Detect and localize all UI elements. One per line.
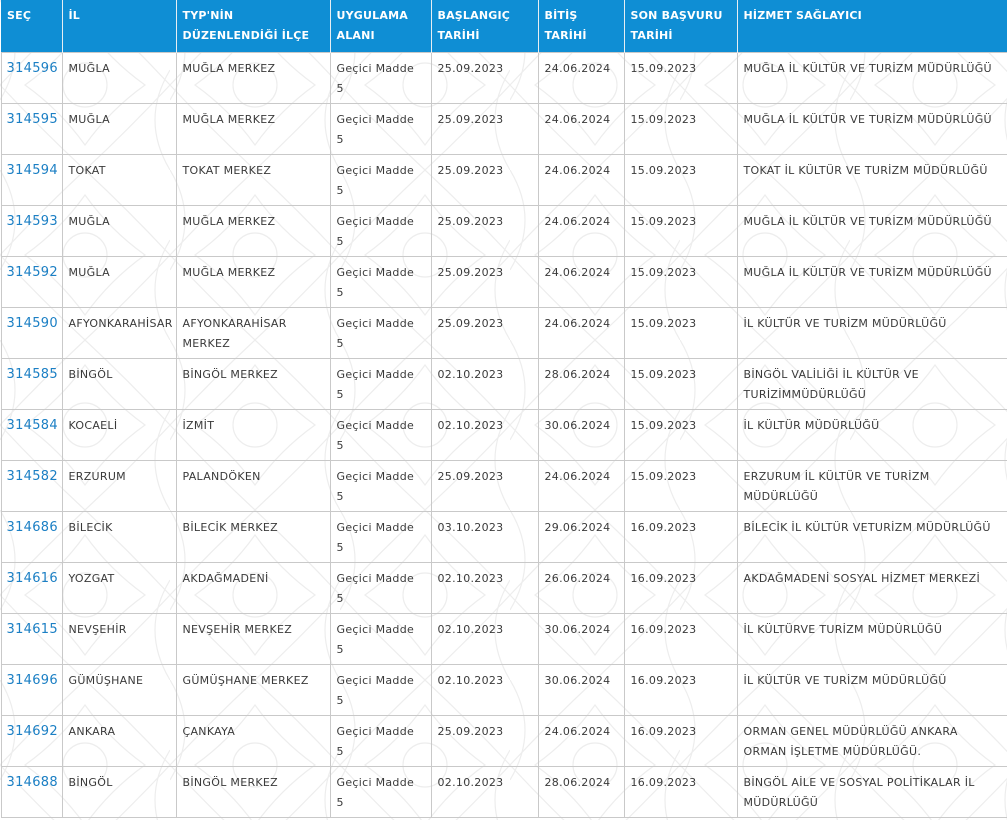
sec-link[interactable]: 314592 <box>6 264 58 280</box>
il-cell: ANKARA <box>62 715 176 766</box>
table-row <box>1 52 1007 103</box>
table-row <box>1 256 1007 307</box>
saglayici-cell: İL KÜLTÜR VE TURİZM MÜDÜRLÜĞÜ <box>737 664 1007 715</box>
bitis-cell: 24.06.2024 <box>538 52 624 103</box>
ilce-cell: İZMİT <box>176 409 330 460</box>
son-basvuru-cell: 16.09.2023 <box>624 511 737 562</box>
table-row <box>1 460 1007 511</box>
il-cell: NEVŞEHİR <box>62 613 176 664</box>
table-row <box>1 511 1007 562</box>
saglayici-cell: TOKAT İL KÜLTÜR VE TURİZM MÜDÜRLÜĞÜ <box>737 154 1007 205</box>
ilce-cell: BİNGÖL MERKEZ <box>176 358 330 409</box>
il-cell: BİLECİK <box>62 511 176 562</box>
bitis-cell: 24.06.2024 <box>538 103 624 154</box>
baslangic-cell: 25.09.2023 <box>431 103 538 154</box>
sec-link[interactable]: 314584 <box>6 417 58 433</box>
alan-cell: Geçici Madde 5 <box>330 154 431 205</box>
column-header-alan[interactable] <box>330 0 431 52</box>
sec-link[interactable]: 314696 <box>6 672 58 688</box>
son-basvuru-cell: 16.09.2023 <box>624 766 737 817</box>
son-basvuru-cell: 16.09.2023 <box>624 613 737 664</box>
il-cell: GÜMÜŞHANE <box>62 664 176 715</box>
saglayici-cell: BİLECİK İL KÜLTÜR VETURİZM MÜDÜRLÜĞÜ <box>737 511 1007 562</box>
saglayici-cell: MUĞLA İL KÜLTÜR VE TURİZM MÜDÜRLÜĞÜ <box>737 103 1007 154</box>
il-cell: MUĞLA <box>62 205 176 256</box>
ilce-cell: MUĞLA MERKEZ <box>176 205 330 256</box>
sec-link[interactable]: 314596 <box>6 60 58 76</box>
header-sec-label: SEÇ <box>7 9 32 22</box>
bitis-cell: 24.06.2024 <box>538 460 624 511</box>
il-cell: YOZGAT <box>62 562 176 613</box>
alan-cell: Geçici Madde 5 <box>330 766 431 817</box>
header-alan-line2: ALANI <box>336 29 375 42</box>
bitis-cell: 30.06.2024 <box>538 664 624 715</box>
saglayici-cell: MUĞLA İL KÜLTÜR VE TURİZM MÜDÜRLÜĞÜ <box>737 256 1007 307</box>
sec-link[interactable]: 314686 <box>6 519 58 535</box>
sec-link[interactable]: 314595 <box>6 111 58 127</box>
header-saglayici-label: HİZMET SAĞLAYICI <box>743 9 862 22</box>
ilce-cell: TOKAT MERKEZ <box>176 154 330 205</box>
typ-listing-table <box>1 0 1007 818</box>
baslangic-cell: 25.09.2023 <box>431 154 538 205</box>
sec-cell <box>1 613 62 664</box>
ilce-cell: AKDAĞMADENİ <box>176 562 330 613</box>
son-basvuru-cell: 15.09.2023 <box>624 256 737 307</box>
sec-link[interactable]: 314616 <box>6 570 58 586</box>
bitis-cell: 24.06.2024 <box>538 307 624 358</box>
baslangic-cell: 02.10.2023 <box>431 358 538 409</box>
header-son-line2: TARİHİ <box>630 29 673 42</box>
header-baslangic-line2: TARİHİ <box>437 29 480 42</box>
il-cell: BİNGÖL <box>62 766 176 817</box>
ilce-cell: NEVŞEHİR MERKEZ <box>176 613 330 664</box>
saglayici-cell: MUĞLA İL KÜLTÜR VE TURİZM MÜDÜRLÜĞÜ <box>737 205 1007 256</box>
table-header <box>1 0 1007 52</box>
baslangic-cell: 25.09.2023 <box>431 715 538 766</box>
table-row <box>1 766 1007 817</box>
son-basvuru-cell: 15.09.2023 <box>624 460 737 511</box>
sec-link[interactable]: 314688 <box>6 774 58 790</box>
sec-cell <box>1 205 62 256</box>
sec-cell <box>1 511 62 562</box>
header-bitis-line2: TARİHİ <box>544 29 587 42</box>
ilce-cell: MUĞLA MERKEZ <box>176 256 330 307</box>
il-cell: MUĞLA <box>62 103 176 154</box>
il-cell: KOCAELİ <box>62 409 176 460</box>
sec-cell <box>1 562 62 613</box>
header-ilce-line2: DÜZENLENDİĞİ İLÇE <box>182 29 310 42</box>
baslangic-cell: 25.09.2023 <box>431 205 538 256</box>
sec-cell <box>1 664 62 715</box>
baslangic-cell: 25.09.2023 <box>431 256 538 307</box>
son-basvuru-cell: 16.09.2023 <box>624 715 737 766</box>
bitis-cell: 24.06.2024 <box>538 205 624 256</box>
column-header-il[interactable] <box>62 0 176 52</box>
bitis-cell: 30.06.2024 <box>538 409 624 460</box>
alan-cell: Geçici Madde 5 <box>330 409 431 460</box>
baslangic-cell: 02.10.2023 <box>431 409 538 460</box>
saglayici-cell: İL KÜLTÜRVE TURİZM MÜDÜRLÜĞÜ <box>737 613 1007 664</box>
table-row <box>1 613 1007 664</box>
column-header-saglayici[interactable] <box>737 0 1007 52</box>
son-basvuru-cell: 15.09.2023 <box>624 154 737 205</box>
bitis-cell: 26.06.2024 <box>538 562 624 613</box>
bitis-cell: 24.06.2024 <box>538 715 624 766</box>
son-basvuru-cell: 15.09.2023 <box>624 358 737 409</box>
alan-cell: Geçici Madde 5 <box>330 511 431 562</box>
ilce-cell: MUĞLA MERKEZ <box>176 103 330 154</box>
column-header-son-basvuru[interactable] <box>624 0 737 52</box>
il-cell: TOKAT <box>62 154 176 205</box>
bitis-cell: 28.06.2024 <box>538 766 624 817</box>
sec-cell <box>1 103 62 154</box>
il-cell: MUĞLA <box>62 52 176 103</box>
bitis-cell: 24.06.2024 <box>538 256 624 307</box>
sec-cell <box>1 307 62 358</box>
saglayici-cell: BİNGÖL VALİLİĞİ İL KÜLTÜR VE TURİZİMMÜDÜRLÜĞÜ <box>737 358 1007 409</box>
sec-cell <box>1 358 62 409</box>
ilce-cell: MUĞLA MERKEZ <box>176 52 330 103</box>
sec-cell <box>1 154 62 205</box>
table-row <box>1 154 1007 205</box>
alan-cell: Geçici Madde 5 <box>330 103 431 154</box>
son-basvuru-cell: 15.09.2023 <box>624 52 737 103</box>
table-row <box>1 103 1007 154</box>
header-alan-line1: UYGULAMA <box>336 9 408 22</box>
table-row <box>1 358 1007 409</box>
saglayici-cell: ERZURUM İL KÜLTÜR VE TURİZM MÜDÜRLÜĞÜ <box>737 460 1007 511</box>
ilce-cell: GÜMÜŞHANE MERKEZ <box>176 664 330 715</box>
son-basvuru-cell: 16.09.2023 <box>624 562 737 613</box>
sec-cell <box>1 256 62 307</box>
sec-cell <box>1 766 62 817</box>
sec-link[interactable]: 314582 <box>6 468 58 484</box>
column-header-bitis[interactable] <box>538 0 624 52</box>
il-cell: MUĞLA <box>62 256 176 307</box>
son-basvuru-cell: 15.09.2023 <box>624 307 737 358</box>
baslangic-cell: 25.09.2023 <box>431 307 538 358</box>
baslangic-cell: 25.09.2023 <box>431 52 538 103</box>
bitis-cell: 30.06.2024 <box>538 613 624 664</box>
header-bitis-line1: BİTİŞ <box>544 9 578 22</box>
alan-cell: Geçici Madde 5 <box>330 562 431 613</box>
baslangic-cell: 02.10.2023 <box>431 664 538 715</box>
il-cell: AFYONKARAHİSAR <box>62 307 176 358</box>
header-ilce-line1: TYP'NİN <box>182 9 234 22</box>
alan-cell: Geçici Madde 5 <box>330 715 431 766</box>
alan-cell: Geçici Madde 5 <box>330 205 431 256</box>
son-basvuru-cell: 15.09.2023 <box>624 409 737 460</box>
saglayici-cell: AKDAĞMADENİ SOSYAL HİZMET MERKEZİ <box>737 562 1007 613</box>
sec-link[interactable]: 314594 <box>6 162 58 178</box>
ilce-cell: BİLECİK MERKEZ <box>176 511 330 562</box>
alan-cell: Geçici Madde 5 <box>330 613 431 664</box>
header-baslangic-line1: BAŞLANGIÇ <box>437 9 511 22</box>
saglayici-cell: İL KÜLTÜR VE TURİZM MÜDÜRLÜĞÜ <box>737 307 1007 358</box>
header-row <box>1 0 1007 52</box>
ilce-cell: PALANDÖKEN <box>176 460 330 511</box>
son-basvuru-cell: 15.09.2023 <box>624 103 737 154</box>
table-row <box>1 664 1007 715</box>
ilce-cell: BİNGÖL MERKEZ <box>176 766 330 817</box>
baslangic-cell: 02.10.2023 <box>431 562 538 613</box>
bitis-cell: 29.06.2024 <box>538 511 624 562</box>
alan-cell: Geçici Madde 5 <box>330 358 431 409</box>
saglayici-cell: MUĞLA İL KÜLTÜR VE TURİZM MÜDÜRLÜĞÜ <box>737 52 1007 103</box>
column-header-ilce[interactable] <box>176 0 330 52</box>
alan-cell: Geçici Madde 5 <box>330 307 431 358</box>
table-row <box>1 715 1007 766</box>
sec-cell <box>1 409 62 460</box>
column-header-baslangic[interactable] <box>431 0 538 52</box>
sec-link[interactable]: 314593 <box>6 213 58 229</box>
column-header-sec[interactable] <box>1 0 62 52</box>
header-son-line1: SON BAŞVURU <box>630 9 723 22</box>
table-row <box>1 409 1007 460</box>
alan-cell: Geçici Madde 5 <box>330 256 431 307</box>
baslangic-cell: 03.10.2023 <box>431 511 538 562</box>
alan-cell: Geçici Madde 5 <box>330 460 431 511</box>
saglayici-cell: ORMAN GENEL MÜDÜRLÜĞÜ ANKARA ORMAN İŞLETME MÜDÜRLÜĞÜ. <box>737 715 1007 766</box>
baslangic-cell: 02.10.2023 <box>431 613 538 664</box>
sec-link[interactable]: 314692 <box>6 723 58 739</box>
table-body <box>1 52 1007 817</box>
alan-cell: Geçici Madde 5 <box>330 52 431 103</box>
ilce-cell: ÇANKAYA <box>176 715 330 766</box>
son-basvuru-cell: 15.09.2023 <box>624 205 737 256</box>
il-cell: BİNGÖL <box>62 358 176 409</box>
table-row <box>1 562 1007 613</box>
bitis-cell: 28.06.2024 <box>538 358 624 409</box>
ilce-cell: AFYONKARAHİSAR MERKEZ <box>176 307 330 358</box>
table-row <box>1 205 1007 256</box>
sec-link[interactable]: 314590 <box>6 315 58 331</box>
sec-cell <box>1 52 62 103</box>
il-cell: ERZURUM <box>62 460 176 511</box>
sec-cell <box>1 715 62 766</box>
header-il-label: İL <box>68 9 81 22</box>
baslangic-cell: 02.10.2023 <box>431 766 538 817</box>
sec-link[interactable]: 314585 <box>6 366 58 382</box>
alan-cell: Geçici Madde 5 <box>330 664 431 715</box>
saglayici-cell: İL KÜLTÜR MÜDÜRLÜĞÜ <box>737 409 1007 460</box>
bitis-cell: 24.06.2024 <box>538 154 624 205</box>
baslangic-cell: 25.09.2023 <box>431 460 538 511</box>
sec-cell <box>1 460 62 511</box>
table-row <box>1 307 1007 358</box>
son-basvuru-cell: 16.09.2023 <box>624 664 737 715</box>
saglayici-cell: BİNGÖL AİLE VE SOSYAL POLİTİKALAR İL MÜDÜRLÜĞÜ <box>737 766 1007 817</box>
sec-link[interactable]: 314615 <box>6 621 58 637</box>
